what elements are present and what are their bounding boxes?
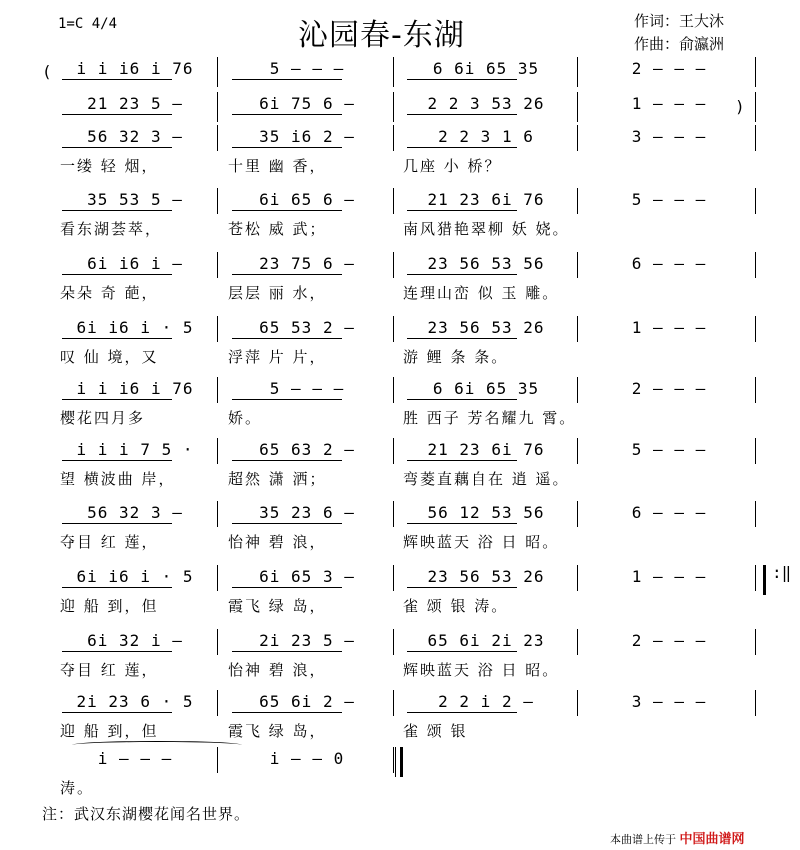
measure: 35 i6 2 — [259,127,355,146]
barline [755,377,756,403]
upload-credit [610,828,745,847]
beam [62,651,172,652]
measure: 6i i6 i · 5 [76,567,194,586]
measure: 23 56 53 56 [427,254,545,273]
measure: 56 32 3 — [87,503,183,522]
measure: 3 — — — [631,692,707,711]
lyric-line: 一缕 轻 烟， [60,157,159,175]
measure: 65 6i 2i 23 [427,631,545,650]
measure: 2i 23 5 — [259,631,355,650]
beam [407,523,517,524]
barline [393,252,394,278]
barline [217,316,218,342]
measure: i i i 7 5 · [76,440,194,459]
barline [755,438,756,464]
song-title: 沁园春-东湖 [298,18,465,53]
lyric-line: 雀 颂 银 [403,722,468,740]
beam [232,79,342,80]
barline [577,377,578,403]
barline [393,188,394,214]
intro-open-paren: ( [42,62,52,81]
lyric-line: 连理山峦 似 玉 雕。 [403,284,560,302]
lyric-line: 辉映蓝天 浴 日 昭。 [403,661,560,679]
lyric-line: 娇。 [228,409,263,427]
beam [407,712,517,713]
lyric-line: 涛。 [60,779,95,797]
beam [62,274,172,275]
beam [62,712,172,713]
measure: 3 — — — [631,127,707,146]
score-system [0,250,800,314]
beam [232,523,342,524]
measure: 6i 65 3 — [259,567,355,586]
barline [577,57,578,87]
measure: 23 56 53 26 [427,318,545,337]
barline [393,125,394,151]
lyric-line: 望 横波曲 岸， [60,470,176,488]
measure: i i i6 i 76 [76,59,194,78]
beam [232,587,342,588]
beam [62,587,172,588]
measure: 23 56 53 26 [427,567,545,586]
intro-close-paren: ) [735,97,745,116]
score-system [0,436,800,500]
barline [755,125,756,151]
barline [393,57,394,87]
tie-arc [72,741,242,749]
measure: 5 — — — [269,59,345,78]
measure: 65 53 2 — [259,318,355,337]
lyric-line: 超然 潇 洒； [228,470,327,488]
barline [577,690,578,716]
beam [232,274,342,275]
beam [62,399,172,400]
measure: i — — 0 [269,749,345,768]
lyric-line: 朵朵 奇 葩， [60,284,159,302]
barline [393,690,394,716]
barline [577,629,578,655]
lyric-line: 看东湖荟萃， [60,220,163,238]
measure: 2i 23 6 · 5 [76,692,194,711]
measure: 6i i6 i · 5 [76,318,194,337]
site-logo: 中国曲谱网 [679,832,745,847]
barline [217,565,218,591]
barline [755,57,756,87]
lyric-line: 夺目 红 莲， [60,533,159,551]
lyric-line: 叹 仙 境，又 [60,348,159,366]
measure: 1 — — — [631,318,707,337]
final-barline-thick [400,747,403,777]
barline [755,565,756,591]
key-signature: 1=C 4/4 [58,16,118,32]
measure: 56 32 3 — [87,127,183,146]
lyric-line: 弯菱直藕自在 逍 遥。 [403,470,570,488]
beam [232,712,342,713]
measure: 21 23 6i 76 [427,190,545,209]
measure: 2 — — — [631,379,707,398]
score-system [0,314,800,378]
lyric-line: 霞飞 绿 岛， [228,722,327,740]
score-system [0,563,800,627]
score-system [0,186,800,250]
beam [232,210,342,211]
measure: 23 75 6 — [259,254,355,273]
barline [393,501,394,527]
barline [755,92,756,122]
barline [755,629,756,655]
beam [62,460,172,461]
measure: 65 6i 2 — [259,692,355,711]
measure: 2 — — — [631,631,707,650]
lyric-line: 浮萍 片 片， [228,348,327,366]
measure: 35 53 5 — [87,190,183,209]
barline [577,252,578,278]
barline [217,629,218,655]
lyric-line: 夺目 红 莲， [60,661,159,679]
barline [393,747,394,773]
measure: 6 — — — [631,254,707,273]
beam [232,651,342,652]
measure: 2 2 i 2 — [438,692,534,711]
beam [62,523,172,524]
barline [755,316,756,342]
lyric-line: 几座 小 桥？ [403,157,502,175]
barline [755,690,756,716]
barline [577,316,578,342]
barline [217,188,218,214]
measure: 21 23 5 — [87,94,183,113]
measure: 56 12 53 56 [427,503,545,522]
lyric-line: 游 鲤 条 条。 [403,348,509,366]
beam [62,79,172,80]
beam [232,338,342,339]
measure: 21 23 6i 76 [427,440,545,459]
credits [634,10,724,56]
barline [217,377,218,403]
lyric-line: 迎 船 到，但 [60,597,159,615]
barline [577,92,578,122]
barline [393,377,394,403]
upload-text: 本曲谱上传于 [610,833,676,846]
barline [393,565,394,591]
measure: i i i6 i 76 [76,379,194,398]
barline [217,690,218,716]
lyric-line: 雀 颂 银 涛。 [403,597,509,615]
beam [407,399,517,400]
lyric-line: 胜 西子 芳名耀九 霄。 [403,409,577,427]
beam [407,338,517,339]
repeat-barline [763,565,766,595]
beam [407,114,517,115]
measure: 1 — — — [631,567,707,586]
score-system [0,375,800,439]
score-system [0,123,800,187]
measure: 5 — — — [631,440,707,459]
measure: 6 — — — [631,503,707,522]
barline [217,501,218,527]
barline [577,501,578,527]
measure: 5 — — — [269,379,345,398]
lyric-line: 南风猎艳翠柳 妖 娆。 [403,220,570,238]
barline [217,125,218,151]
barline [217,747,218,773]
measure: 6i 32 i — [87,631,183,650]
beam [232,399,342,400]
beam [232,460,342,461]
lyric-line: 霞飞 绿 岛， [228,597,327,615]
beam [407,147,517,148]
measure: 5 — — — [631,190,707,209]
barline [577,125,578,151]
barline [393,92,394,122]
score-system [0,627,800,691]
beam [407,460,517,461]
barline [577,565,578,591]
lyric-line: 怡神 碧 浪， [228,533,327,551]
barline [755,188,756,214]
beam [62,210,172,211]
lyric-line: 怡神 碧 浪， [228,661,327,679]
lyric-line: 迎 船 到，但 [60,722,159,740]
beam [62,147,172,148]
score-system [0,499,800,563]
measure: 2 2 3 1 6 [438,127,534,146]
measure: 65 63 2 — [259,440,355,459]
beam [407,210,517,211]
measure: 6i 65 6 — [259,190,355,209]
barline [577,188,578,214]
barline [393,629,394,655]
score-system [0,745,800,809]
barline [217,57,218,87]
barline [217,252,218,278]
barline [217,92,218,122]
beam [407,274,517,275]
barline [393,316,394,342]
barline [393,438,394,464]
barline [577,438,578,464]
footnote: 注：武汉东湖樱花闻名世界。 [42,805,251,823]
lyric-line: 辉映蓝天 浴 日 昭。 [403,533,560,551]
measure: 6 6i 65 35 [432,59,540,78]
measure: 2 — — — [631,59,707,78]
beam [232,114,342,115]
beam [232,147,342,148]
lyric-line: 层层 丽 水， [228,284,327,302]
measure: 35 23 6 — [259,503,355,522]
beam [407,79,517,80]
lyric-line: 十里 幽 香， [228,157,327,175]
barline [755,501,756,527]
measure: 6i 75 6 — [259,94,355,113]
measure: i — — — [97,749,173,768]
lyricist: 作词：王大沐 [634,12,725,30]
beam [407,587,517,588]
composer: 作曲：俞瀛洲 [634,35,725,53]
lyric-line: 苍松 威 武； [228,220,327,238]
measure: 2 2 3 53 26 [427,94,545,113]
beam [62,338,172,339]
measure: 1 — — — [631,94,707,113]
measure: 6 6i 65 35 [432,379,540,398]
beam [407,651,517,652]
barline [755,252,756,278]
measure: 6i i6 i — [87,254,183,273]
repeat-sign: :‖ [772,563,792,582]
final-barline [395,747,396,777]
barline [217,438,218,464]
lyric-line: 樱花四月多 [60,409,146,427]
beam [62,114,172,115]
